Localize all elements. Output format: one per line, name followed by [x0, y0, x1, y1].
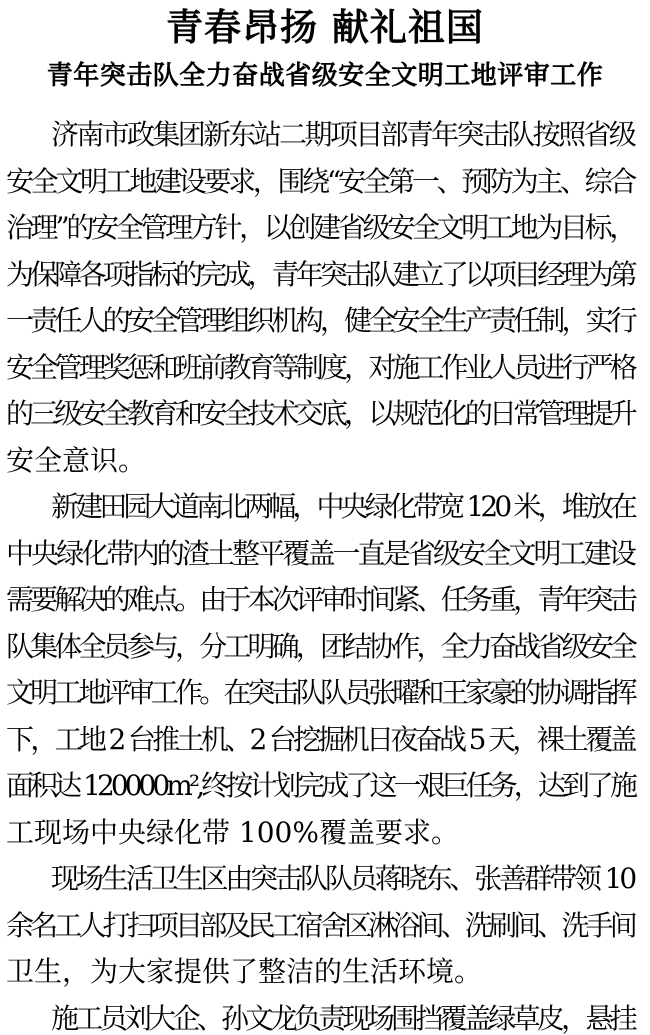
text-line: 下，工地 2 台推土机、2 台挖掘机日夜奋战 5 天，裸土覆盖 [6, 722, 634, 756]
paragraph [6, 484, 634, 856]
text-line: 面积达 120000m²,终按计划完成了这一艰巨任务，达到了施 [6, 769, 635, 802]
document-title: 青春昂扬 献礼祖国 [166, 5, 484, 49]
text-line: 余名工人打扫项目部及民工宿舍区淋浴间、洗刷间、洗手间 [6, 908, 634, 942]
paragraph [6, 112, 634, 484]
text-line: 安全意识。 [6, 443, 147, 477]
paragraph [6, 856, 634, 996]
text-line: 的三级安全教育和安全技术交底，以规范化的日常管理提升 [6, 397, 634, 430]
text-line: 治理”的安全管理方针，以创建省级安全文明工地为目标， [6, 211, 634, 244]
text-line: 文明工地评审工作。在突击队队员张曜和王家豪的协调指挥 [6, 676, 634, 709]
text-line: 需要解决的难点。由于本次评审时间紧、任务重，青年突击 [6, 583, 634, 616]
text-line: 新建田园大道南北两幅，中央绿化带宽 120 米，堆放在 [51, 490, 635, 523]
text-line: 卫生，为大家提供了整洁的生活环境。 [6, 955, 483, 988]
document-body [0, 112, 650, 1035]
text-line: 现场生活卫生区由突击队队员蒋晓东、张善群带领 10 [51, 862, 635, 895]
text-line: 安全文明工地建设要求，围绕“安全第一、预防为主、综合 [6, 164, 634, 198]
text-line: 中央绿化带内的渣土整平覆盖一直是省级安全文明工建设 [6, 536, 635, 570]
document-subtitle: 青年突击队全力奋战省级安全文明工地评审工作 [46, 61, 604, 91]
text-line: 工现场中央绿化带 100%覆盖要求。 [6, 815, 459, 849]
text-line: 济南市政集团新东站二期项目部青年突击队按照省级 [51, 118, 635, 151]
text-line: 队集体全员参与，分工明确，团结协作，全力奋战省级安全 [6, 629, 634, 663]
text-line: 施工员刘大企、孙文龙负责现场围挡覆盖绿草皮，悬挂 [51, 1001, 634, 1035]
text-line: 一责任人的安全管理组织机构，健全安全生产责任制，实行 [6, 304, 634, 337]
text-line: 安全管理奖惩和班前教育等制度，对施工作业人员进行严格 [6, 350, 634, 384]
paragraph [6, 996, 634, 1035]
text-line: 为保障各项指标的完成，青年突击队建立了以项目经理为第 [6, 257, 634, 291]
